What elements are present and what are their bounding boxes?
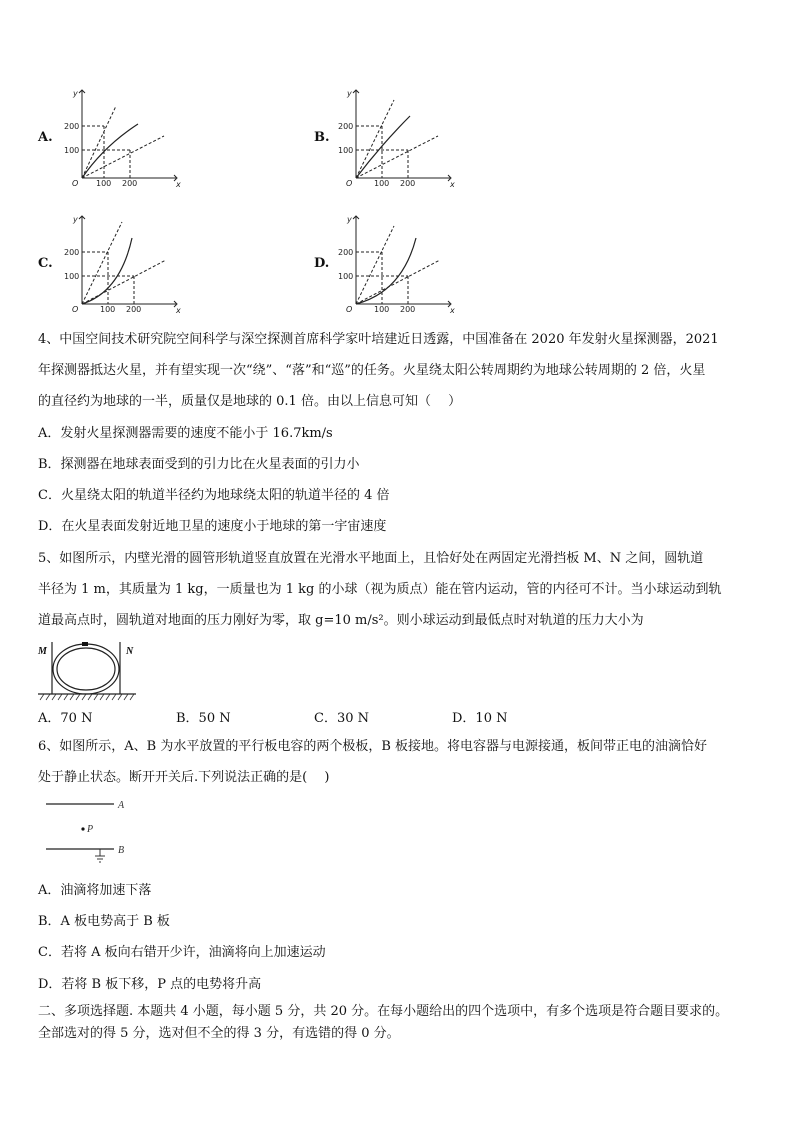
option-b-label[interactable]: B. xyxy=(314,130,330,145)
shallow-reference-line xyxy=(356,136,438,178)
question-4-option-a[interactable]: A．发射火星探测器需要的速度不能小于 16.7km/s xyxy=(38,426,333,441)
x-axis-label: x xyxy=(176,180,181,188)
x-tick-label: 200 xyxy=(126,305,142,314)
option-a-label[interactable]: A. xyxy=(38,130,53,145)
question-6-stem-line: 处于静止状态。断开开关后.下列说法正确的是( ) xyxy=(38,770,330,785)
y-tick-label: 100 xyxy=(338,272,354,281)
curve xyxy=(82,238,132,304)
steep-reference-line xyxy=(356,226,394,304)
y-tick-label: 100 xyxy=(64,146,80,155)
x-axis-label: x xyxy=(176,306,181,314)
origin-label: O xyxy=(72,179,79,188)
question-6-option-d[interactable]: D．若将 B 板下移，P 点的电势将升高 xyxy=(38,977,262,992)
x-axis-label: x xyxy=(450,180,455,188)
question-4-option-c[interactable]: C．火星绕太阳的轨道半径约为地球绕太阳的轨道半径的 4 倍 xyxy=(38,488,390,503)
ground-hatching xyxy=(40,694,134,700)
x-tick-label: 100 xyxy=(374,179,390,188)
question-5-stem-line: 半径为 1 m，其质量为 1 kg，一质量也为 1 kg 的小球（视为质点）能在管内运动，管的内径可不计。当小球运动到轨 xyxy=(38,582,722,597)
steep-reference-line xyxy=(82,106,116,178)
question-5-figure xyxy=(36,636,146,702)
question-5-option-d[interactable]: D．10 N xyxy=(452,711,508,726)
y-tick-label: 100 xyxy=(338,146,354,155)
question-5-option-a[interactable]: A．70 N xyxy=(38,711,93,726)
option-d-label[interactable]: D. xyxy=(314,256,330,271)
question-6-option-a[interactable]: A．油滴将加速下落 xyxy=(38,883,152,898)
question-6-option-c[interactable]: C．若将 A 板向右错开少许，油滴将向上加速运动 xyxy=(38,945,326,960)
question-5-option-c[interactable]: C．30 N xyxy=(314,711,369,726)
graph-c xyxy=(64,212,184,314)
shallow-reference-line xyxy=(356,260,440,304)
y-axis-label: y xyxy=(347,215,352,224)
section-2-line: 全部选对的得 5 分，选对但不全的得 3 分，有选错的得 0 分。 xyxy=(38,1026,400,1041)
question-4-option-d[interactable]: D．在火星表面发射近地卫星的速度小于地球的第一宇宙速度 xyxy=(38,519,387,534)
shallow-reference-line xyxy=(82,260,166,304)
y-tick-label: 100 xyxy=(64,272,80,281)
x-axis-label: x xyxy=(450,306,455,314)
section-2-line: 二、多项选择题. 本题共 4 小题，每小题 5 分，共 20 分。在每小题给出的四个选项中，有多个选项是符合题目要求的。 xyxy=(38,1004,729,1019)
y-axis-label: y xyxy=(73,89,78,98)
graph-d xyxy=(338,212,458,314)
question-4-stem-line: 的直径约为地球的一半，质量仅是地球的 0.1 倍。由以上信息可知（ ） xyxy=(38,394,462,409)
question-6-stem-line: 6、如图所示，A、B 为水平放置的平行板电容的两个极板，B 板接地。将电容器与电源接通，板间带正电的油滴恰好 xyxy=(38,739,708,754)
y-tick-label: 200 xyxy=(64,122,80,131)
y-axis-label: y xyxy=(73,215,78,224)
baffle-label-n: N xyxy=(126,646,134,657)
curve xyxy=(356,238,416,304)
option-c-label[interactable]: C. xyxy=(38,256,53,271)
x-tick-label: 200 xyxy=(400,305,416,314)
x-tick-label: 100 xyxy=(374,305,390,314)
outer-tube-wall xyxy=(53,644,119,694)
question-5-option-b[interactable]: B．50 N xyxy=(176,711,231,726)
question-4-stem-line: 年探测器抵达火星，并有望实现一次“绕”、“落”和“巡”的任务。火星绕太阳公转周期约为地球公转周期的 2 倍，火星 xyxy=(38,363,706,378)
y-axis-label: y xyxy=(347,89,352,98)
question-5-stem-line: 道最高点时，圆轨道对地面的压力刚好为零，取 g=10 m/s²。则小球运动到最低点时对轨道的压力大小为 xyxy=(38,613,644,628)
origin-label: O xyxy=(346,179,353,188)
x-tick-label: 200 xyxy=(400,179,416,188)
question-6-figure xyxy=(40,796,140,866)
plate-a-label: A xyxy=(118,800,125,811)
origin-label: O xyxy=(72,305,79,314)
y-tick-label: 200 xyxy=(64,248,80,257)
ball-marker xyxy=(82,642,88,646)
question-5-stem-line: 5、如图所示，内壁光滑的圆管形轨道竖直放置在光滑水平地面上，且恰好处在两固定光滑挡板 M、N 之间，圆轨道 xyxy=(38,551,704,566)
inner-tube-wall xyxy=(57,648,115,690)
graph-b xyxy=(338,86,458,188)
graph-a xyxy=(64,86,184,188)
y-tick-label: 200 xyxy=(338,122,354,131)
x-tick-label: 200 xyxy=(122,179,138,188)
oil-drop-point xyxy=(81,827,84,830)
steep-reference-line xyxy=(82,222,122,304)
plate-b-label: B xyxy=(118,845,125,856)
curve xyxy=(356,116,410,178)
y-tick-label: 200 xyxy=(338,248,354,257)
question-6-option-b[interactable]: B．A 板电势高于 B 板 xyxy=(38,914,170,929)
point-p-label: P xyxy=(87,824,94,835)
origin-label: O xyxy=(346,305,353,314)
x-tick-label: 100 xyxy=(100,305,116,314)
question-4-stem-line: 4、中国空间技术研究院空间科学与深空探测首席科学家叶培建近日透露，中国准备在 2020 年发射火星探测器，2021 xyxy=(38,332,719,347)
shallow-reference-line xyxy=(82,136,164,178)
x-tick-label: 100 xyxy=(96,179,112,188)
question-4-option-b[interactable]: B．探测器在地球表面受到的引力比在火星表面的引力小 xyxy=(38,457,360,472)
baffle-label-m: M xyxy=(38,646,47,657)
